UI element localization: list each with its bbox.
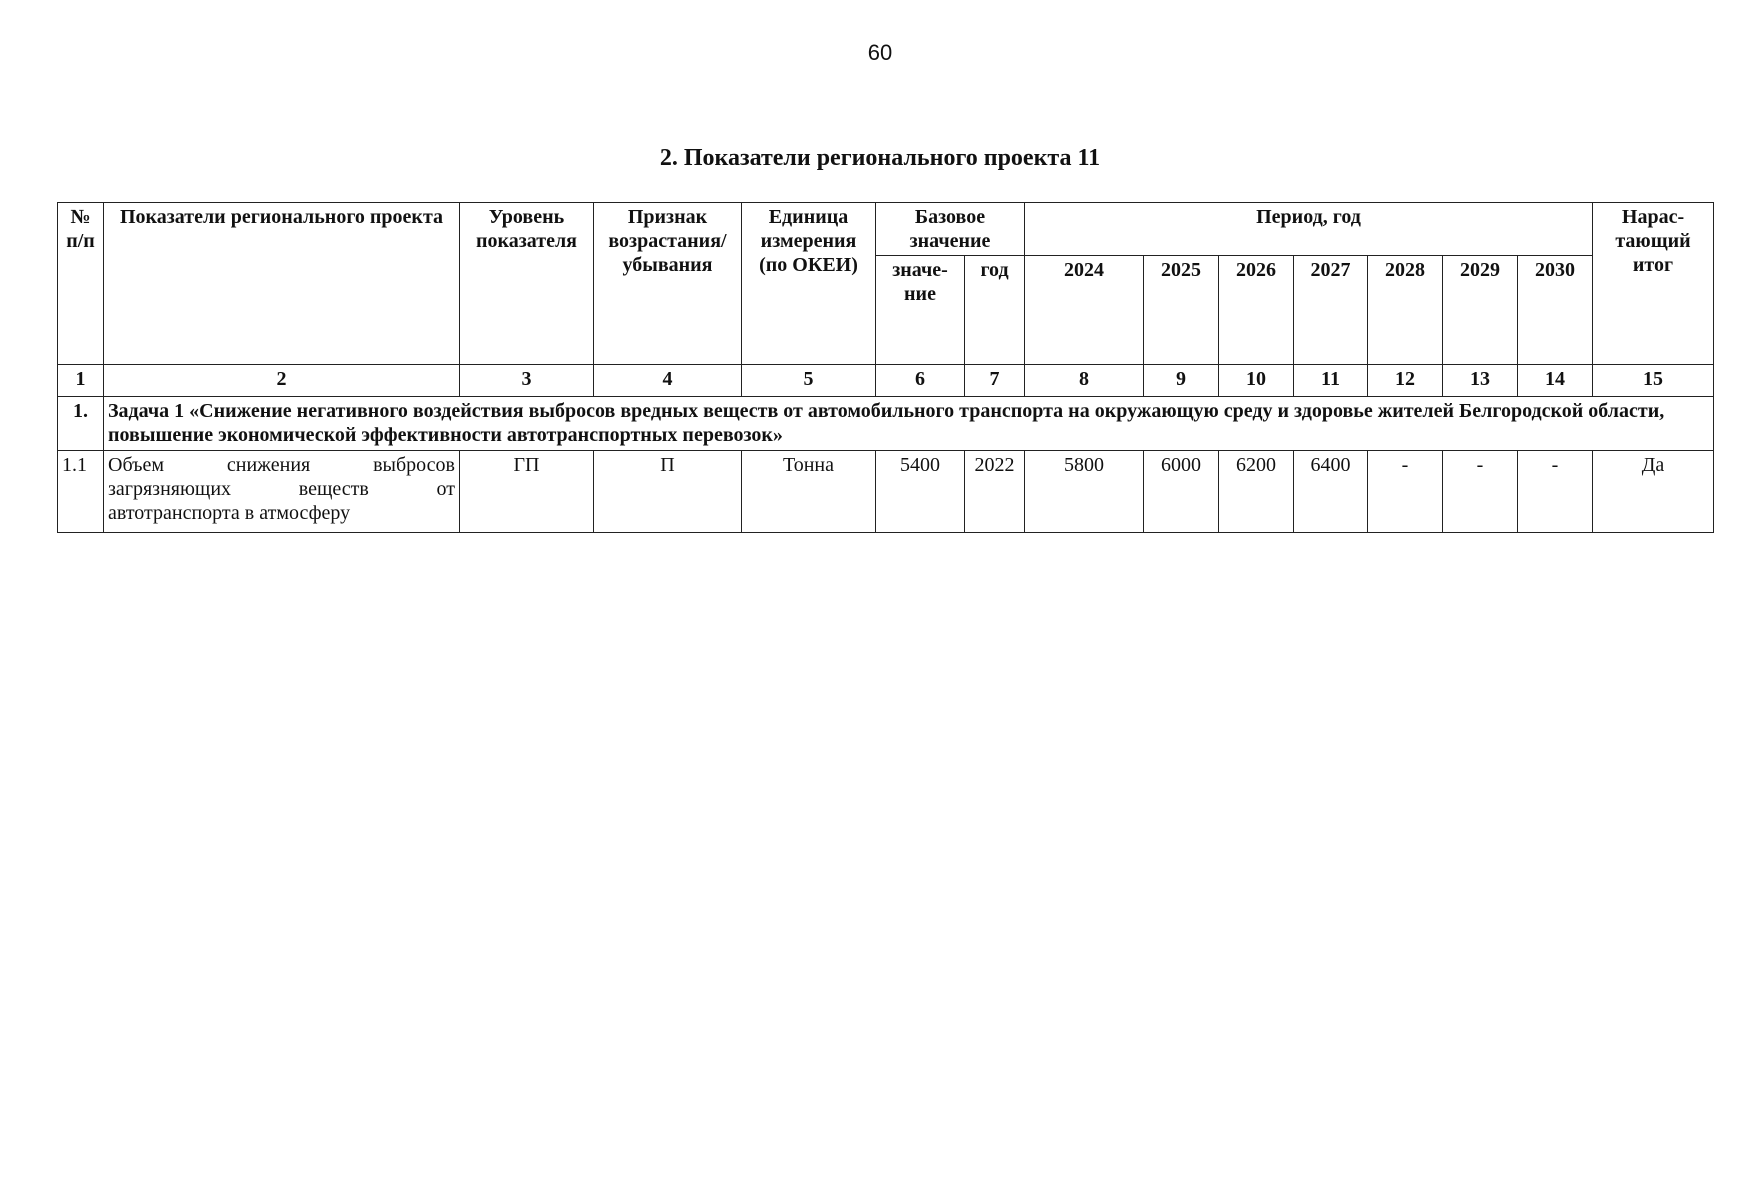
column-number: 10 xyxy=(1219,365,1294,397)
column-number: 15 xyxy=(1593,365,1714,397)
header-cumulative: Нарас-тающий итог xyxy=(1593,203,1714,365)
indicators-table xyxy=(57,202,1714,533)
row-base-year: 2022 xyxy=(965,451,1025,533)
column-number: 7 xyxy=(965,365,1025,397)
header-year: 2024 xyxy=(1025,256,1144,365)
column-number: 14 xyxy=(1518,365,1593,397)
column-number: 6 xyxy=(876,365,965,397)
table-row xyxy=(58,451,1714,533)
column-number: 1 xyxy=(58,365,104,397)
header-base-value: значе-ние xyxy=(876,256,965,365)
header-year: 2030 xyxy=(1518,256,1593,365)
row-value: 6200 xyxy=(1219,451,1294,533)
header-num: № п/п xyxy=(58,203,104,365)
row-num: 1.1 xyxy=(58,451,104,533)
row-value: 6400 xyxy=(1294,451,1368,533)
row-value: 5800 xyxy=(1025,451,1144,533)
header-period: Период, год xyxy=(1025,203,1593,256)
column-number: 9 xyxy=(1144,365,1219,397)
header-unit: Единица измерения (по ОКЕИ) xyxy=(742,203,876,365)
task-description: Задача 1 «Снижение негативного воздействия выбросов вредных веществ от автомобильного транспорта на окружающую среду и здоровье жителей Белгородской области, повышение экономической эффективности автотранспортных перевозок» xyxy=(104,397,1714,451)
column-number: 8 xyxy=(1025,365,1144,397)
task-num: 1. xyxy=(58,397,104,451)
column-number: 4 xyxy=(594,365,742,397)
column-number: 13 xyxy=(1443,365,1518,397)
header-level: Уровень показателя xyxy=(460,203,594,365)
header-base: Базовое значение xyxy=(876,203,1025,256)
row-unit: Тонна xyxy=(742,451,876,533)
header-year: 2028 xyxy=(1368,256,1443,365)
row-cumulative: Да xyxy=(1593,451,1714,533)
header-base-year: год xyxy=(965,256,1025,365)
row-level: ГП xyxy=(460,451,594,533)
row-trend: П xyxy=(594,451,742,533)
row-indicator: Объем снижения выбросов загрязняющих веществ от автотранспорта в атмосферу xyxy=(104,451,460,533)
header-year: 2026 xyxy=(1219,256,1294,365)
document-title: 2. Показатели регионального проекта 11 xyxy=(659,145,1101,171)
header-trend: Признак возрастания/ убывания xyxy=(594,203,742,365)
column-number: 2 xyxy=(104,365,460,397)
header-year: 2025 xyxy=(1144,256,1219,365)
column-number: 3 xyxy=(460,365,594,397)
header-year: 2029 xyxy=(1443,256,1518,365)
row-base-value: 5400 xyxy=(876,451,965,533)
header-indicator: Показатели регионального проекта xyxy=(104,203,460,365)
column-number: 5 xyxy=(742,365,876,397)
row-value: - xyxy=(1443,451,1518,533)
page-number: 60 xyxy=(867,40,893,65)
row-value: - xyxy=(1368,451,1443,533)
header-year: 2027 xyxy=(1294,256,1368,365)
column-number: 12 xyxy=(1368,365,1443,397)
column-number: 11 xyxy=(1294,365,1368,397)
row-value: - xyxy=(1518,451,1593,533)
row-value: 6000 xyxy=(1144,451,1219,533)
